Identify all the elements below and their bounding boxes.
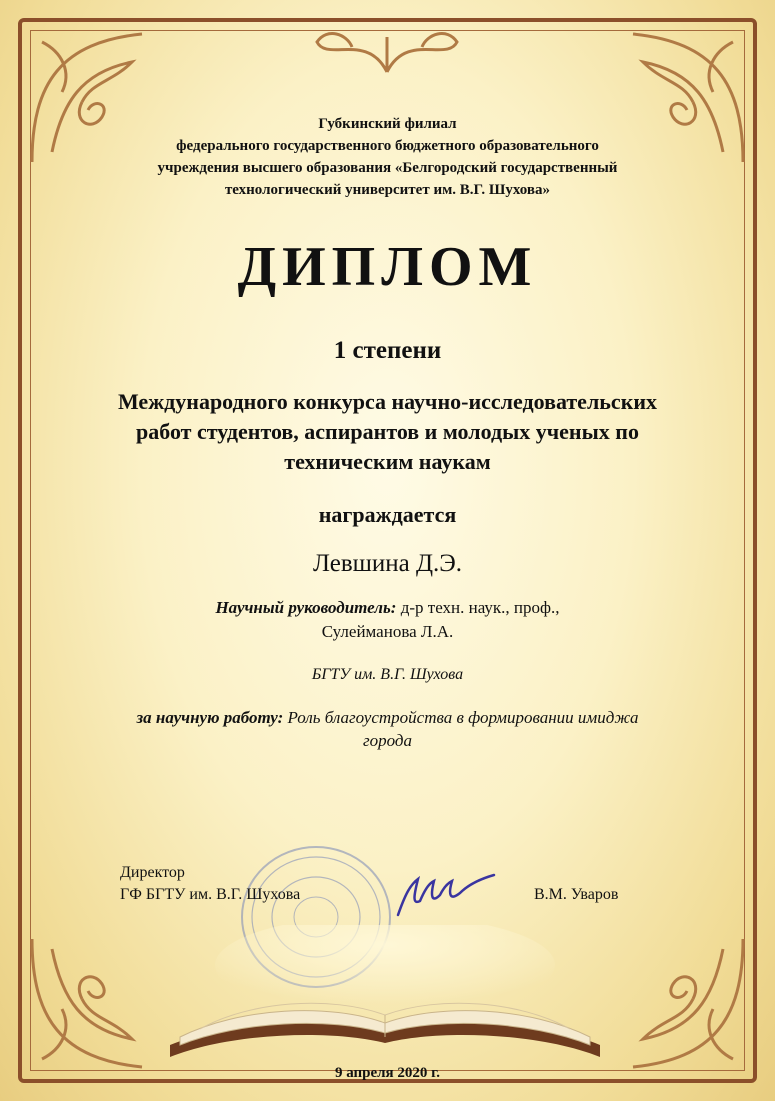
contest-description [0, 387, 775, 477]
open-book-icon [150, 925, 620, 1065]
work-title-continued: города [362, 731, 412, 750]
institution-header [0, 113, 775, 201]
supervisor-line [0, 597, 775, 619]
degree-label: 1 степени [333, 337, 442, 364]
supervisor-title: д-р техн. наук., проф., [396, 598, 560, 617]
institution-line: федерального государственного бюджетного образовательного [176, 138, 599, 154]
top-scroll-ornament-icon [307, 22, 467, 82]
contest-line: техническим наукам [284, 449, 491, 474]
director-name: В.М. Уваров [534, 886, 619, 903]
institution-line: Губкинский филиал [318, 116, 457, 132]
corner-ornament-icon [603, 929, 753, 1079]
institution-line: технологический университет им. В.Г. Шухова» [224, 182, 551, 198]
contest-line: Международного конкурса научно-исследовательских [117, 389, 658, 414]
work-label: за научную работу: [136, 708, 284, 727]
supervisor-label: Научный руководитель: [215, 598, 397, 617]
signature-icon [390, 865, 500, 925]
university-name: БГТУ им. В.Г. Шухова [311, 666, 464, 683]
institution-line: учреждения высшего образования «Белгородский государственный [157, 160, 618, 176]
contest-line: работ студентов, аспирантов и молодых ученых по [136, 419, 639, 444]
work-line [0, 707, 775, 729]
recipient-name: Левшина Д.Э. [312, 550, 463, 577]
issue-date: 9 апреля 2020 г. [334, 1065, 441, 1081]
director-position: Директор [120, 864, 185, 881]
supervisor-name: Сулейманова Л.А. [321, 622, 454, 641]
director-organization: ГФ БГТУ им. В.Г. Шухова [120, 886, 301, 903]
awarded-label: награждается [318, 502, 457, 527]
work-title: Роль благоустройства в формировании имиджа [283, 708, 639, 727]
diploma-title: ДИПЛОМ [237, 236, 538, 298]
